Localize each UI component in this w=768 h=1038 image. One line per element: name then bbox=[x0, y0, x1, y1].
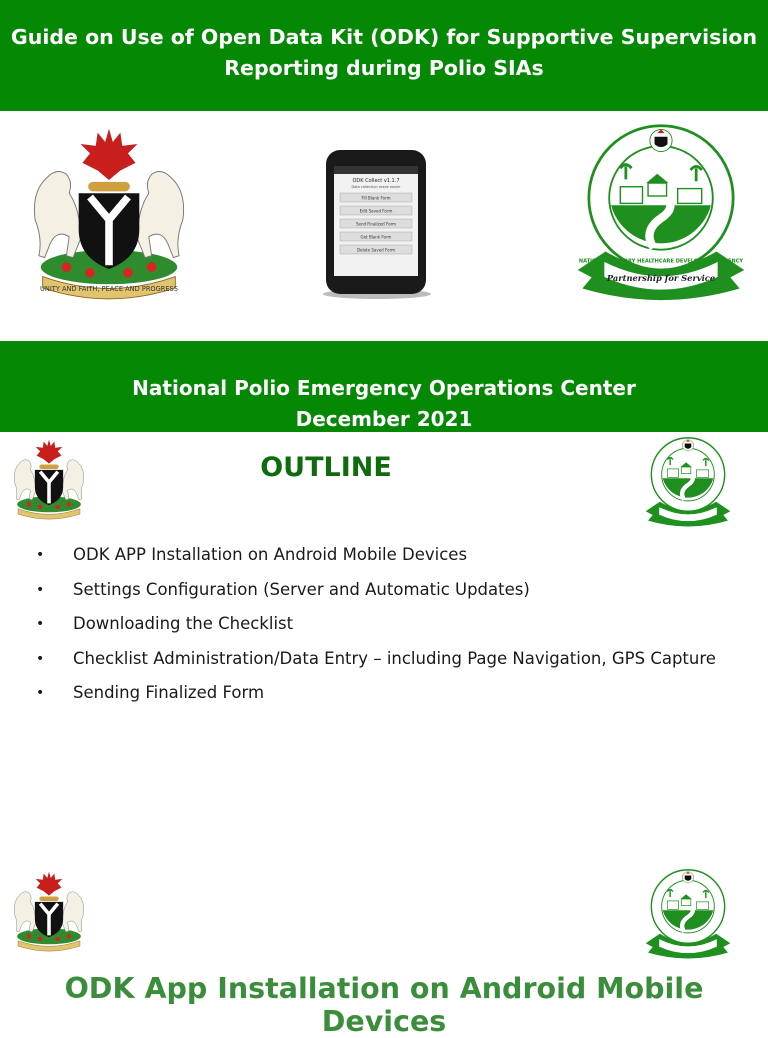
bullet-marker: • bbox=[36, 616, 45, 633]
svg-text:Fill Blank Form: Fill Blank Form bbox=[361, 195, 391, 201]
next-slide-title: ODK App Installation on Android Mobile Devices bbox=[64, 972, 704, 1038]
list-item: • Sending Finalized Form bbox=[0, 678, 716, 713]
list-item: • Downloading the Checklist bbox=[0, 609, 716, 644]
svg-text:Delete Saved Form: Delete Saved Form bbox=[356, 247, 396, 253]
nphcda-ribbon-text: Partnership for Service bbox=[606, 273, 716, 284]
title-banner bbox=[0, 0, 768, 111]
phone-button-delete bbox=[340, 245, 412, 254]
nphcda-logo-small-icon bbox=[636, 436, 740, 530]
svg-text:Send Finalized Form: Send Finalized Form bbox=[355, 221, 397, 227]
phone-app-subtitle: Data collection made easier bbox=[351, 185, 401, 189]
phone-button-edit bbox=[340, 206, 412, 215]
nphcda-logo-icon bbox=[560, 122, 762, 307]
svg-text:Get Blank Form: Get Blank Form bbox=[360, 234, 392, 240]
nphcda-logo-small-icon-2 bbox=[636, 868, 740, 962]
title-line-2: Reporting during Polio SIAs bbox=[224, 56, 544, 80]
phone-app-title: ODK Collect v1.1.7 bbox=[352, 178, 400, 184]
phone-button-send bbox=[340, 219, 412, 228]
bullet-marker: • bbox=[36, 685, 45, 702]
document-title bbox=[0, 0, 768, 84]
list-item: • Settings Configuration (Server and Automatic Updates) bbox=[0, 575, 716, 610]
coat-of-arms-icon bbox=[10, 125, 208, 305]
coat-of-arms-small-icon-2 bbox=[4, 870, 94, 954]
outline-heading: OUTLINE bbox=[260, 452, 392, 483]
outline-list bbox=[0, 540, 716, 713]
bullet-marker: • bbox=[36, 547, 45, 563]
nphcda-ring-text: NATIONAL PRIMARY HEALTHCARE DEVELOPMENT AGENCY bbox=[578, 258, 744, 265]
bullet-marker: • bbox=[36, 650, 45, 667]
bullet-marker: • bbox=[36, 581, 45, 598]
phone-button-fill bbox=[340, 193, 412, 202]
phone-button-get bbox=[340, 232, 412, 241]
organization-name: National Polio Emergency Operations Center bbox=[132, 376, 636, 400]
coat-of-arms-motto: UNITY AND FAITH, PEACE AND PROGRESS bbox=[40, 284, 178, 293]
svg-text:Edit Saved Form: Edit Saved Form bbox=[359, 208, 393, 214]
list-item: • Checklist Administration/Data Entry – including Page Navigation, GPS Capture bbox=[0, 644, 716, 679]
subtitle-banner bbox=[0, 341, 768, 432]
document-date: December 2021 bbox=[295, 407, 473, 431]
title-line-1: Guide on Use of Open Data Kit (ODK) for Supportive Supervision bbox=[10, 25, 758, 49]
list-item: • ODK APP Installation on Android Mobile Devices bbox=[0, 540, 716, 575]
phone-icon bbox=[320, 148, 434, 300]
